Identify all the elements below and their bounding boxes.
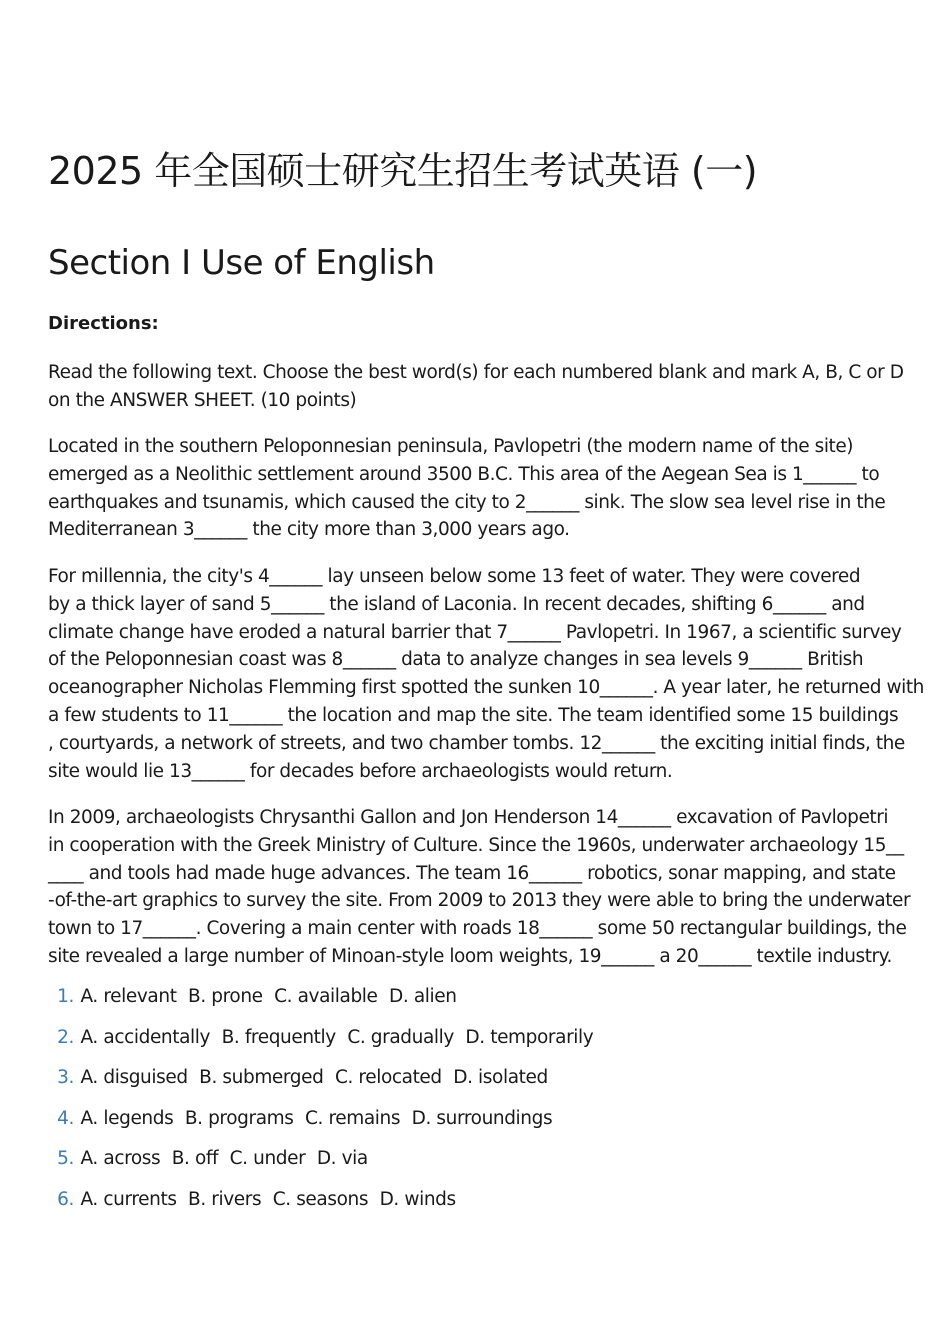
- choice-a: A. across: [80, 1148, 161, 1169]
- text-line: a few students to 11______ the location and map the site. The team identified some 15 buildings: [48, 704, 899, 726]
- text-line: , courtyards, a network of streets, and two chamber tombs. 12______ the exciting initial finds, the: [48, 732, 905, 754]
- choice-c: C. remains: [304, 1107, 401, 1129]
- choice-d: D. winds: [379, 1188, 456, 1210]
- choice-b: B. frequently: [221, 1026, 336, 1048]
- choice-b: B. submerged: [199, 1067, 324, 1088]
- text-line: Located in the southern Peloponnesian peninsula, Pavlopetri (the modern name of the site): [48, 436, 854, 457]
- question-number: 6.: [57, 1188, 74, 1210]
- choice-d: D. alien: [389, 986, 457, 1007]
- text-line: ____ and tools had made huge advances. The team 16______ robotics, sonar mapping, and state: [48, 862, 896, 884]
- text-line: of the Peloponnesian coast was 8______ data to analyze changes in sea levels 9______ British: [48, 649, 864, 671]
- text-line: Read the following text. Choose the best word(s) for each numbered blank and mark A, B, C or D: [48, 362, 904, 383]
- choice-d: D. via: [316, 1148, 368, 1169]
- paragraph-2: [48, 563, 928, 785]
- question-item: [48, 1148, 599, 1189]
- question-number: 4.: [57, 1107, 74, 1129]
- text-line: In 2009, archaeologists Chrysanthi Gallon and Jon Henderson 14______ excavation of Pavlopetri: [48, 807, 889, 828]
- choice-c: C. available: [274, 986, 378, 1007]
- text-line: For millennia, the city's 4______ lay unseen below some 13 feet of water. They were covered: [48, 566, 861, 587]
- text-line: town to 17______. Covering a main center with roads 18______ some 50 rectangular buildings, the: [48, 918, 907, 940]
- choice-b: B. rivers: [188, 1188, 262, 1210]
- paragraph-instructions: [48, 359, 928, 415]
- question-item: [48, 1027, 599, 1068]
- choice-c: C. relocated: [334, 1067, 442, 1088]
- choice-b: B. programs: [184, 1107, 294, 1129]
- text-line: climate change have eroded a natural barrier that 7______ Pavlopetri. In 1967, a scientific survey: [48, 621, 902, 643]
- choice-a: A. relevant: [80, 986, 177, 1007]
- choice-b: B. off: [171, 1148, 219, 1169]
- choice-c: C. seasons: [272, 1188, 369, 1210]
- question-list: [48, 986, 599, 1229]
- text-line: emerged as a Neolithic settlement around 3500 B.C. This area of the Aegean Sea is 1______ to: [48, 463, 880, 485]
- paragraph-3: [48, 804, 928, 971]
- directions-label: Directions:: [48, 313, 159, 334]
- question-number: 5.: [57, 1148, 74, 1169]
- choice-c: C. gradually: [347, 1026, 454, 1048]
- section-title: Section I Use of English: [48, 243, 435, 283]
- choice-a: A. legends: [80, 1107, 174, 1129]
- question-item: [48, 1189, 599, 1230]
- choice-c: C. under: [229, 1148, 306, 1169]
- question-number: 2.: [57, 1026, 74, 1048]
- question-item: [48, 1108, 599, 1149]
- question-item: [48, 986, 599, 1027]
- text-line: site would lie 13______ for decades before archaeologists would return.: [48, 760, 673, 782]
- choice-a: A. accidentally: [80, 1026, 211, 1048]
- choice-a: A. currents: [80, 1188, 177, 1210]
- choice-d: D. temporarily: [465, 1026, 594, 1048]
- question-item: [48, 1067, 599, 1108]
- question-number: 3.: [57, 1067, 74, 1088]
- text-line: in cooperation with the Greek Ministry of Culture. Since the 1960s, underwater archaeology 15__: [48, 834, 904, 856]
- text-line: -of-the-art graphics to survey the site. From 2009 to 2013 they were able to bring the underwater: [48, 890, 911, 912]
- choice-a: A. disguised: [80, 1067, 188, 1088]
- choice-d: D. surroundings: [411, 1107, 553, 1129]
- page-title: 2025 年全国硕士研究生招生考试英语 (一): [48, 149, 758, 193]
- text-line: by a thick layer of sand 5______ the island of Laconia. In recent decades, shifting 6______ and: [48, 593, 865, 615]
- text-line: Mediterranean 3______ the city more than 3,000 years ago.: [48, 519, 570, 541]
- text-line: on the ANSWER SHEET. (10 points): [48, 389, 357, 411]
- choice-d: D. isolated: [453, 1067, 548, 1088]
- question-number: 1.: [57, 986, 74, 1007]
- choice-b: B. prone: [188, 986, 263, 1007]
- text-line: site revealed a large number of Minoan-style loom weights, 19______ a 20______ textile industry.: [48, 945, 892, 967]
- text-line: earthquakes and tsunamis, which caused the city to 2______ sink. The slow sea level rise in the: [48, 491, 886, 513]
- paragraph-1: [48, 433, 928, 544]
- text-line: oceanographer Nicholas Flemming first spotted the sunken 10______. A year later, he returned with: [48, 677, 924, 699]
